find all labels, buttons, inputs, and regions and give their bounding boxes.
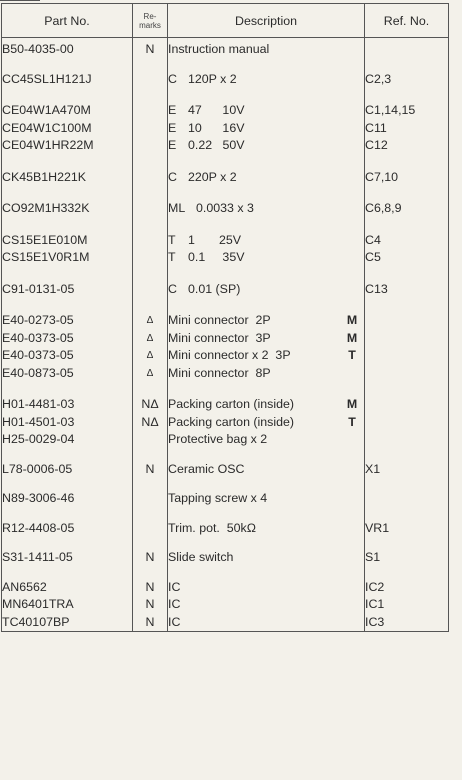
- remarks-value: NΔ: [141, 397, 159, 411]
- description-text: [168, 461, 364, 479]
- model-mark: [340, 549, 364, 567]
- remarks-value: N: [145, 42, 155, 56]
- description-text: [168, 330, 364, 348]
- ref-number: C13: [365, 281, 388, 296]
- remarks-value: [133, 102, 167, 120]
- remarks-cell: [133, 579, 168, 632]
- table-row: [2, 102, 449, 169]
- component-type-code: C: [168, 281, 177, 296]
- group-spacer: [168, 155, 364, 169]
- table-row: [2, 169, 449, 201]
- remarks-value: [133, 490, 167, 508]
- group-spacer: [2, 298, 132, 312]
- remarks-cell: [133, 38, 168, 71]
- group-spacer: [168, 567, 364, 579]
- description-value: IC: [168, 597, 181, 611]
- group-spacer: [365, 508, 448, 520]
- group-spacer: [2, 449, 132, 461]
- component-type-code: T: [168, 250, 176, 264]
- description-value: Slide switch: [168, 550, 234, 564]
- group-spacer: [365, 88, 448, 102]
- component-type-code: ML: [168, 201, 186, 215]
- part-number: N89-3006-46: [2, 491, 75, 505]
- model-mark: [340, 169, 364, 187]
- group-spacer: [133, 186, 167, 200]
- group-spacer: [133, 267, 167, 281]
- ref-number-cell: [365, 38, 449, 71]
- ref-number: C11: [365, 120, 387, 135]
- table-row: [2, 71, 449, 103]
- parts-list-table: [1, 3, 449, 632]
- ref-number-cell: [365, 281, 449, 313]
- model-mark: [340, 281, 364, 299]
- remarks-value: Δ: [146, 367, 154, 379]
- part-number: C91-0131-05: [2, 281, 75, 296]
- description-text: [168, 249, 364, 267]
- part-number: CC45SL1H121J: [2, 71, 92, 86]
- remarks-cell: [133, 490, 168, 520]
- remarks-cell: [133, 169, 168, 201]
- model-mark: [340, 71, 364, 89]
- description-header: Description: [168, 4, 365, 38]
- description-text: [168, 414, 364, 432]
- group-spacer: [365, 218, 448, 232]
- remarks-cell: [133, 232, 168, 281]
- description-text: [168, 490, 364, 508]
- description-cell: [168, 579, 365, 632]
- remarks-cell: [133, 396, 168, 461]
- ref-number-cell: [365, 169, 449, 201]
- group-spacer: [365, 537, 448, 549]
- component-value: 0.0033 x 3: [196, 201, 254, 215]
- ref-number: C7,10: [365, 169, 399, 184]
- description-cell: [168, 38, 365, 71]
- component-value: 1 25V: [188, 232, 242, 247]
- remarks-header-line2: marks: [139, 20, 161, 30]
- group-spacer: [2, 155, 132, 169]
- description-text: [168, 102, 364, 120]
- group-spacer: [168, 537, 364, 549]
- part-number-cell: [2, 461, 133, 491]
- description-text: [168, 137, 364, 155]
- description-cell: [168, 169, 365, 201]
- part-number: CE04W1HR22M: [2, 138, 94, 152]
- ref-number: C6,8,9: [365, 201, 402, 215]
- description-text: [168, 614, 364, 632]
- group-spacer: [168, 508, 364, 520]
- model-mark: [340, 490, 364, 508]
- group-spacer: [365, 267, 448, 281]
- description-text: [168, 41, 364, 59]
- table-row: [2, 549, 449, 579]
- remarks-value: N: [145, 597, 155, 611]
- model-mark: [340, 614, 364, 632]
- table-header-row: [2, 4, 449, 38]
- ref-number-cell: [365, 490, 449, 520]
- part-number: R12-4408-05: [2, 520, 75, 535]
- remarks-value: Δ: [146, 350, 154, 361]
- description-value: Protective bag x 2: [168, 432, 268, 446]
- component-value: 10 16V: [188, 120, 245, 135]
- ref-number-cell: [365, 396, 449, 461]
- group-spacer: [365, 478, 448, 490]
- remarks-value: [133, 169, 167, 187]
- model-mark: T: [348, 414, 356, 429]
- part-number: TC40107BP: [2, 614, 70, 629]
- group-spacer: [168, 267, 364, 281]
- description-value: Ceramic OSC: [168, 461, 245, 476]
- part-number-cell: [2, 71, 133, 103]
- description-value: Tapping screw x 4: [168, 491, 268, 505]
- part-number: H01-4481-03: [2, 397, 75, 411]
- part-number: L78-0006-05: [2, 461, 73, 476]
- description-cell: [168, 396, 365, 461]
- description-value: Mini connector 8P: [168, 365, 271, 380]
- part-number: CS15E1E010M: [2, 232, 88, 247]
- description-value: Trim. pot. 50kΩ: [168, 520, 256, 535]
- group-spacer: [168, 449, 364, 461]
- part-number: S31-1411-05: [2, 550, 73, 564]
- model-mark: [340, 137, 364, 155]
- ref-number-cell: [365, 520, 449, 550]
- description-text: [168, 120, 364, 138]
- model-mark: M: [346, 330, 358, 345]
- group-spacer: [365, 298, 448, 312]
- remarks-cell: [133, 312, 168, 396]
- table-row: [2, 38, 449, 71]
- part-number-cell: [2, 102, 133, 169]
- group-spacer: [2, 382, 132, 396]
- part-number-cell: [2, 490, 133, 520]
- description-text: [168, 596, 364, 614]
- table-row: [2, 579, 449, 632]
- ref-number: [365, 347, 448, 365]
- description-value: Instruction manual: [168, 42, 270, 56]
- description-text: [168, 312, 364, 330]
- description-cell: [168, 232, 365, 281]
- part-number-cell: [2, 520, 133, 550]
- part-number-cell: [2, 200, 133, 232]
- part-number: E40-0273-05: [2, 313, 74, 327]
- remarks-value: [133, 249, 167, 267]
- remarks-cell: [133, 71, 168, 103]
- remarks-value: Δ: [146, 315, 154, 326]
- remarks-cell: [133, 200, 168, 232]
- description-text: [168, 520, 364, 538]
- group-spacer: [365, 382, 448, 396]
- description-value: Packing carton (inside): [168, 414, 295, 429]
- group-spacer: [2, 567, 132, 579]
- group-spacer: [133, 218, 167, 232]
- description-cell: [168, 102, 365, 169]
- ref-number: X1: [365, 461, 381, 476]
- table-row: [2, 396, 449, 461]
- description-cell: [168, 549, 365, 579]
- group-spacer: [133, 59, 167, 71]
- table-row: [2, 520, 449, 550]
- remarks-value: [133, 281, 167, 299]
- part-number: CE04W1A470M: [2, 103, 91, 117]
- remarks-header-line1: Re-: [143, 11, 157, 21]
- description-text: [168, 169, 364, 187]
- description-text: [168, 396, 364, 414]
- model-mark: M: [346, 313, 358, 327]
- description-text: [168, 347, 364, 365]
- component-value: 47 10V: [188, 103, 245, 117]
- description-text: [168, 549, 364, 567]
- table-row: [2, 200, 449, 232]
- group-spacer: [168, 88, 364, 102]
- part-no-header: Part No.: [2, 4, 133, 38]
- description-text: [168, 200, 364, 218]
- ref-number: IC1: [365, 597, 385, 611]
- group-spacer: [168, 382, 364, 396]
- part-number: CO92M1H332K: [2, 201, 90, 215]
- model-mark: [340, 579, 364, 597]
- group-spacer: [2, 88, 132, 102]
- part-number: AN6562: [2, 579, 47, 594]
- table-row: [2, 490, 449, 520]
- ref-number: [365, 431, 448, 449]
- table-row: [2, 232, 449, 281]
- description-value: IC: [168, 579, 181, 594]
- part-number: H25-0029-04: [2, 432, 75, 446]
- group-spacer: [2, 218, 132, 232]
- ref-number: [365, 312, 448, 330]
- remarks-value: N: [145, 614, 155, 629]
- remarks-value: [133, 520, 167, 538]
- part-number-cell: [2, 38, 133, 71]
- model-mark: [340, 520, 364, 538]
- remarks-value: [133, 137, 167, 155]
- part-number-cell: [2, 169, 133, 201]
- description-cell: [168, 312, 365, 396]
- group-spacer: [365, 59, 448, 71]
- component-value: 0.1 35V: [188, 250, 245, 264]
- model-mark: [340, 596, 364, 614]
- part-number-cell: [2, 312, 133, 396]
- part-number: CS15E1V0R1M: [2, 250, 90, 264]
- description-cell: [168, 200, 365, 232]
- ref-number-cell: [365, 232, 449, 281]
- group-spacer: [168, 218, 364, 232]
- group-spacer: [133, 449, 167, 461]
- component-type-code: E: [168, 120, 177, 135]
- remarks-cell: [133, 281, 168, 313]
- table-row: [2, 312, 449, 396]
- group-spacer: [168, 478, 364, 490]
- component-type-code: C: [168, 71, 177, 86]
- description-value: Mini connector 2P: [168, 313, 271, 327]
- group-spacer: [168, 186, 364, 200]
- remarks-value: [133, 431, 167, 449]
- group-spacer: [2, 478, 132, 490]
- remarks-cell: [133, 549, 168, 579]
- part-number: E40-0373-05: [2, 348, 74, 362]
- ref-number: [365, 414, 448, 432]
- ref-number: C4: [365, 232, 381, 247]
- group-spacer: [2, 267, 132, 281]
- ref-number: [365, 490, 448, 508]
- model-mark: [340, 102, 364, 120]
- description-cell: [168, 461, 365, 491]
- ref-number: VR1: [365, 520, 390, 535]
- ref-number-cell: [365, 312, 449, 396]
- description-cell: [168, 490, 365, 520]
- part-number: B50-4035-00: [2, 42, 74, 56]
- ref-number: C12: [365, 138, 388, 152]
- description-value: Mini connector 3P: [168, 330, 271, 345]
- description-cell: [168, 281, 365, 313]
- model-mark: [340, 249, 364, 267]
- remarks-value: NΔ: [141, 414, 159, 429]
- ref-number: IC2: [365, 579, 385, 594]
- model-mark: [340, 41, 364, 59]
- group-spacer: [133, 537, 167, 549]
- description-text: [168, 431, 364, 449]
- remarks-value: N: [145, 550, 155, 564]
- remarks-value: N: [145, 461, 155, 476]
- remarks-cell: [133, 520, 168, 550]
- description-text: [168, 71, 364, 89]
- ref-number: IC3: [365, 614, 385, 629]
- group-spacer: [365, 186, 448, 200]
- ref-number-cell: [365, 102, 449, 169]
- ref-number: [365, 330, 448, 348]
- model-mark: [340, 200, 364, 218]
- component-type-code: T: [168, 232, 176, 247]
- ref-no-header: Ref. No.: [365, 4, 449, 38]
- component-type-code: E: [168, 138, 177, 152]
- group-spacer: [133, 508, 167, 520]
- component-value: 220P x 2: [188, 169, 237, 184]
- description-text: [168, 579, 364, 597]
- ref-number-cell: [365, 461, 449, 491]
- ref-number: [365, 396, 448, 414]
- description-text: [168, 232, 364, 250]
- group-spacer: [133, 88, 167, 102]
- part-number: E40-0873-05: [2, 365, 74, 380]
- part-number: MN6401TRA: [2, 597, 74, 611]
- component-value: 0.01 (SP): [188, 281, 241, 296]
- remarks-value: [133, 200, 167, 218]
- model-mark: M: [346, 397, 358, 411]
- group-spacer: [365, 155, 448, 169]
- group-spacer: [168, 59, 364, 71]
- ref-number: S1: [365, 550, 381, 564]
- table-row: [2, 281, 449, 313]
- group-spacer: [133, 567, 167, 579]
- description-cell: [168, 71, 365, 103]
- component-type-code: E: [168, 103, 177, 117]
- remarks-value: [133, 232, 167, 250]
- part-number-cell: [2, 232, 133, 281]
- component-value: 120P x 2: [188, 71, 237, 86]
- group-spacer: [133, 155, 167, 169]
- remarks-value: N: [145, 579, 155, 594]
- ref-number-cell: [365, 71, 449, 103]
- remarks-value: Δ: [146, 332, 154, 344]
- group-spacer: [2, 59, 132, 71]
- ref-number-cell: [365, 579, 449, 632]
- model-mark: [340, 365, 364, 383]
- group-spacer: [168, 298, 364, 312]
- model-mark: [340, 232, 364, 250]
- group-spacer: [133, 382, 167, 396]
- table-row: [2, 461, 449, 491]
- part-number: CE04W1C100M: [2, 120, 92, 135]
- part-number: CK45B1H221K: [2, 169, 87, 184]
- description-value: Packing carton (inside): [168, 397, 295, 411]
- part-number: E40-0373-05: [2, 330, 74, 345]
- group-spacer: [133, 478, 167, 490]
- group-spacer: [2, 537, 132, 549]
- part-number-cell: [2, 281, 133, 313]
- description-cell: [168, 520, 365, 550]
- remarks-cell: [133, 461, 168, 491]
- part-number: H01-4501-03: [2, 414, 75, 429]
- remarks-value: [133, 120, 167, 138]
- ref-number-cell: [365, 200, 449, 232]
- group-spacer: [2, 186, 132, 200]
- group-spacer: [2, 508, 132, 520]
- model-mark: [340, 431, 364, 449]
- model-mark: T: [348, 348, 356, 362]
- part-number-cell: [2, 549, 133, 579]
- description-text: [168, 281, 364, 299]
- remarks-cell: [133, 102, 168, 169]
- description-text: [168, 365, 364, 383]
- component-type-code: C: [168, 169, 177, 184]
- remarks-value: [133, 71, 167, 89]
- remarks-header: [133, 4, 168, 38]
- ref-number: C1,14,15: [365, 103, 416, 117]
- component-value: 0.22 50V: [188, 138, 245, 152]
- model-mark: [340, 461, 364, 479]
- ref-number: C5: [365, 250, 381, 264]
- ref-number-cell: [365, 549, 449, 579]
- group-spacer: [365, 449, 448, 461]
- ref-number: C2,3: [365, 71, 392, 86]
- part-number-cell: [2, 396, 133, 461]
- description-value: Mini connector x 2 3P: [168, 348, 291, 362]
- part-number-cell: [2, 579, 133, 632]
- description-value: IC: [168, 614, 181, 629]
- group-spacer: [133, 298, 167, 312]
- model-mark: [340, 120, 364, 138]
- ref-number: [365, 41, 448, 59]
- ref-number: [365, 365, 448, 383]
- group-spacer: [365, 567, 448, 579]
